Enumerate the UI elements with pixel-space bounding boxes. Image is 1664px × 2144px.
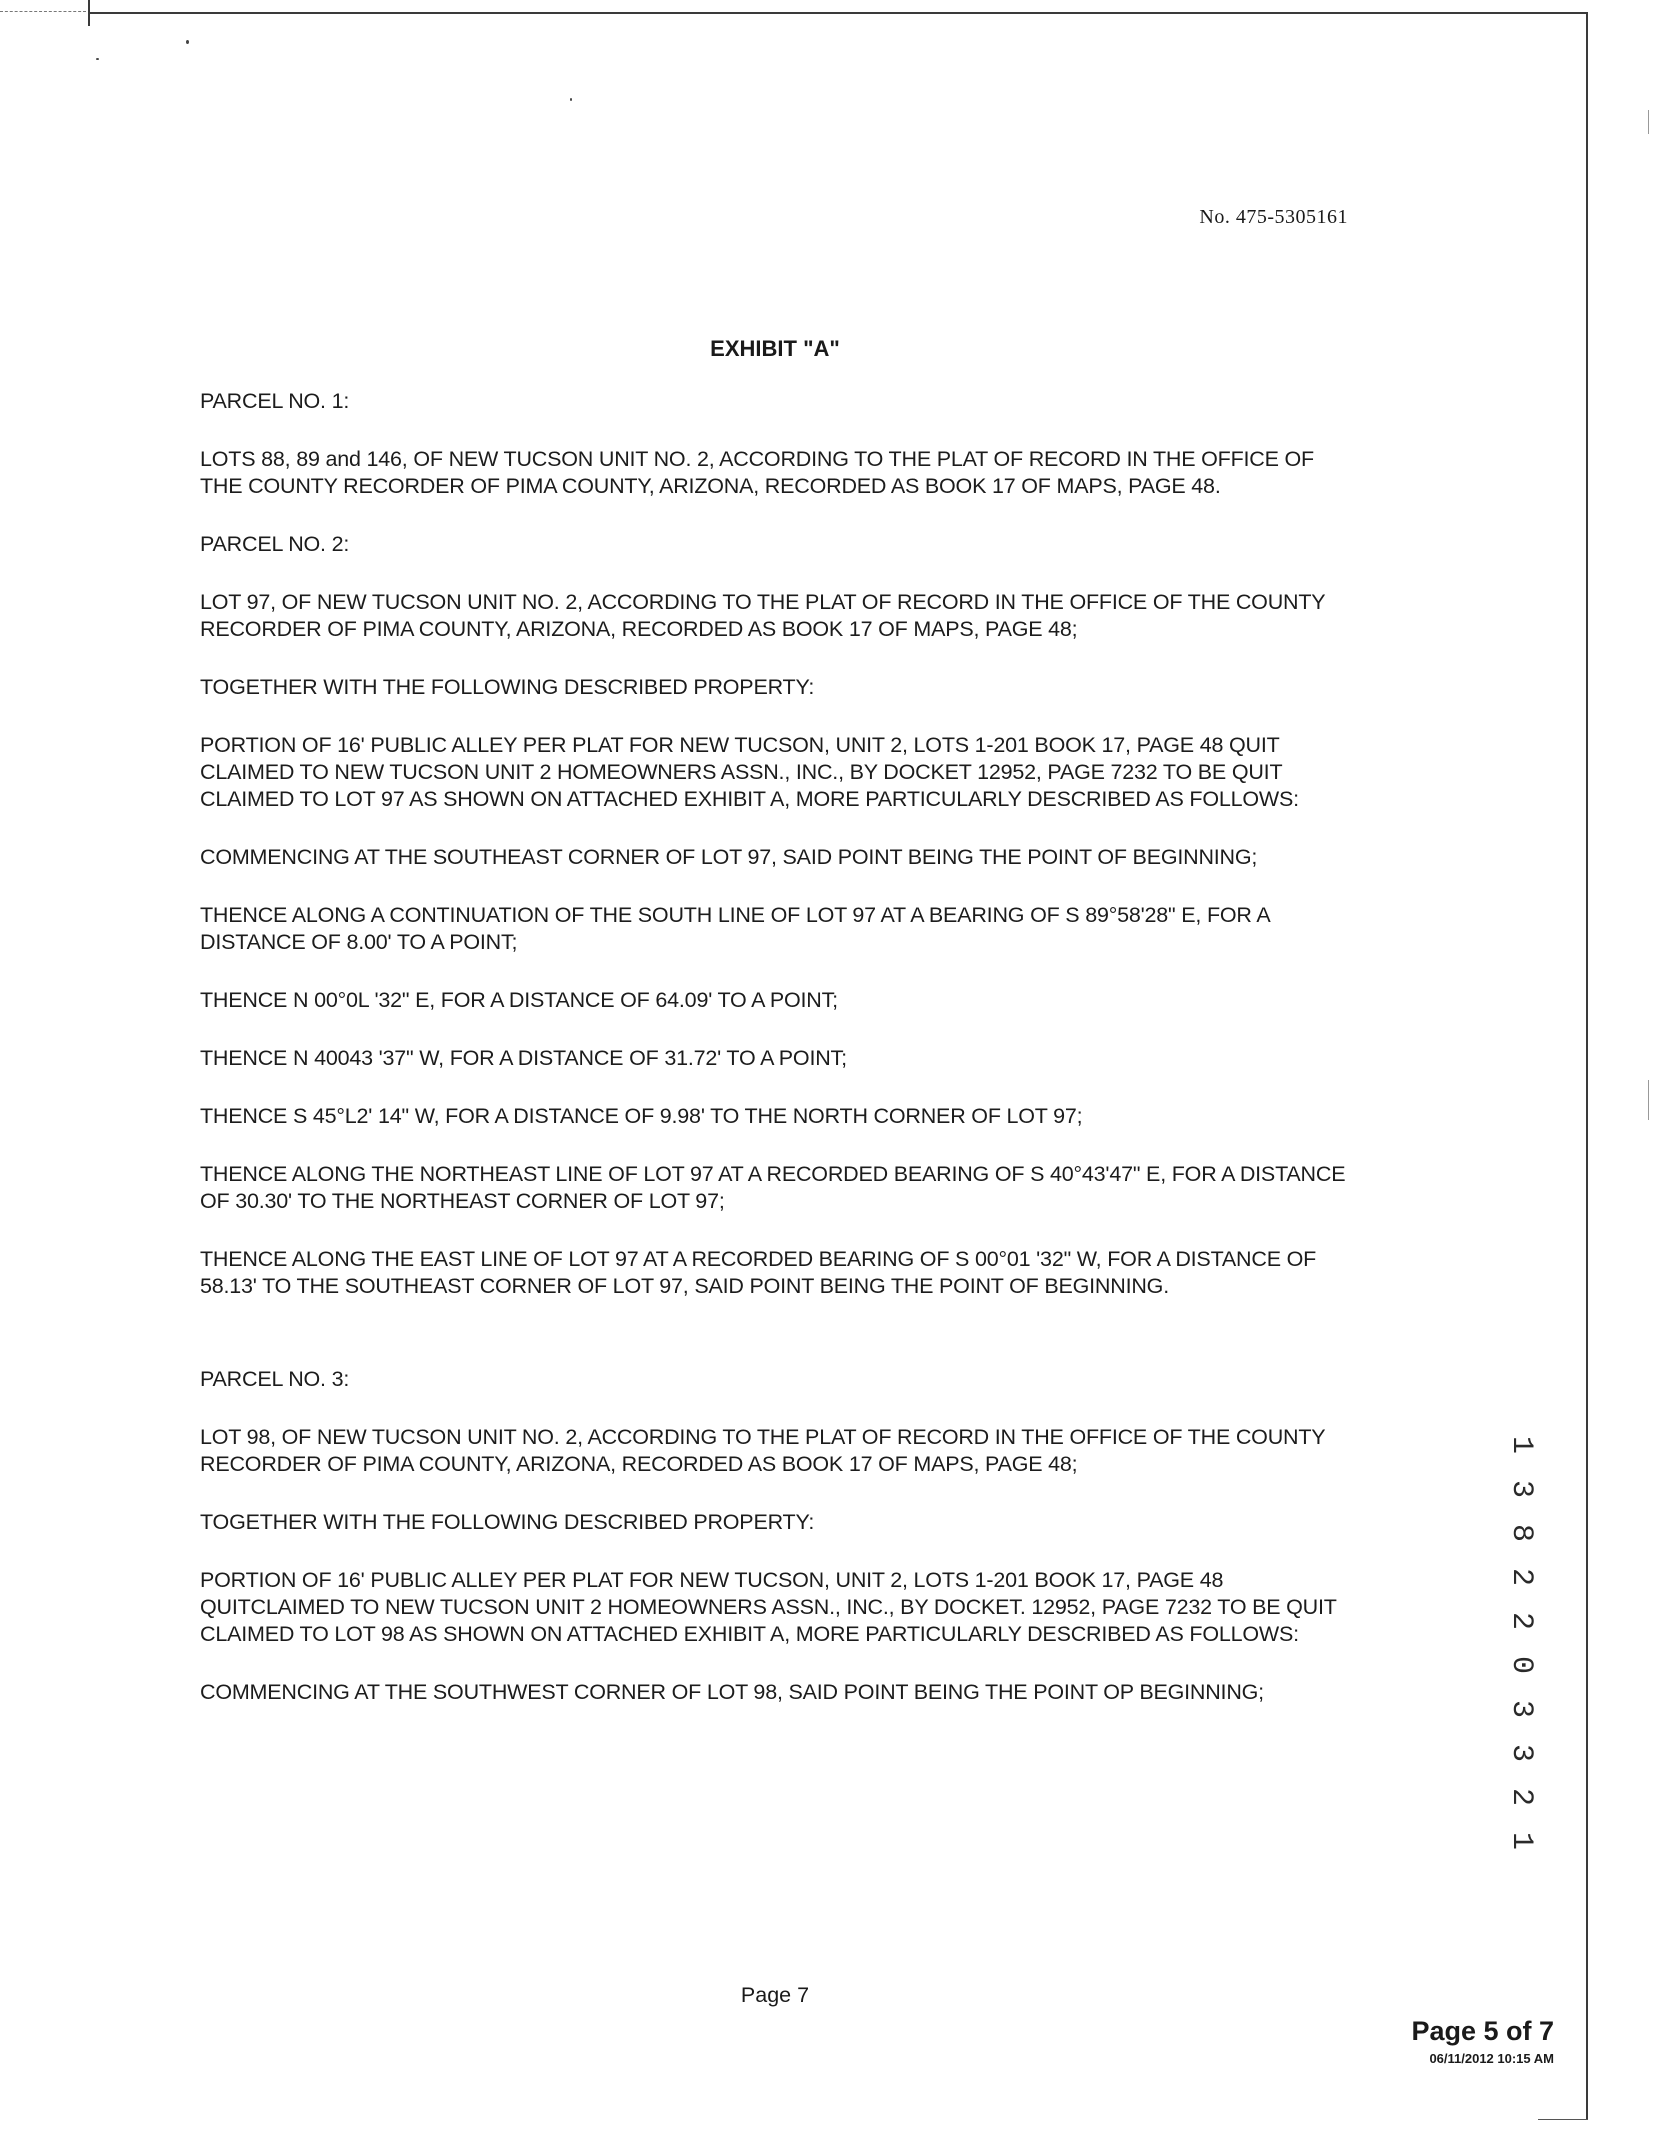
parcel-description: LOT 97, OF NEW TUCSON UNIT NO. 2, ACCORDING TO THE PLAT OF RECORD IN THE OFFICE OF THE COUNTY RECORDER OF PIMA COUNTY, ARIZONA, RECORDED AS BOOK 17 OF MAPS, PAGE 48; [200,590,1326,641]
thence-course: THENCE ALONG A CONTINUATION OF THE SOUTH LINE OF LOT 97 AT A BEARING OF S 89°58'28" E, FOR A DISTANCE OF 8.00' TO A POINT; [200,903,1270,954]
commencing-clause: COMMENCING AT THE SOUTHEAST CORNER OF LOT 97, SAID POINT BEING THE POINT OF BEGINNING; [200,845,1258,869]
scan-edge-mark [1648,110,1649,134]
document-number: No. 475-5305161 [1199,206,1348,228]
thence-course: THENCE S 45°L2' 14" W, FOR A DISTANCE OF 9.98' TO THE NORTH CORNER OF LOT 97; [200,1104,1083,1128]
page-stamp: Page 5 of 7 [1411,2016,1554,2046]
parcel-heading: PARCEL NO. 2: [200,532,350,556]
scan-speck [186,40,189,44]
recording-number-vertical [1504,1435,1538,1855]
scan-frame-bottom [1538,2119,1588,2120]
parcel-description: LOTS 88, 89 and 146, OF NEW TUCSON UNIT NO. 2, ACCORDING TO THE PLAT OF RECORD IN THE OFFICE OF THE COUNTY RECORDER OF PIMA COUNTY, ARIZONA, RECORDED AS BOOK 17 OF MAPS, PAGE 48. [200,447,1314,498]
page-number: Page 7 [740,1983,810,2007]
scan-edge-line [0,11,86,12]
commencing-clause: COMMENCING AT THE SOUTHWEST CORNER OF LOT 98, SAID POINT BEING THE POINT OP BEGINNING; [200,1680,1264,1704]
recording-number-text: 1 3 8 2 2 0 3 3 2 1 [1504,1435,1538,1855]
parcel-heading: PARCEL NO. 1: [200,389,350,413]
scan-speck [570,98,572,101]
exhibit-title: EXHIBIT "A" [710,336,840,361]
page-stamp-datetime: 06/11/2012 10:15 AM [1429,2051,1554,2066]
thence-course: THENCE N 40043 '37" W, FOR A DISTANCE OF 31.72' TO A POINT; [200,1046,847,1070]
scan-speck [96,58,99,60]
parcel-heading: PARCEL NO. 3: [200,1367,350,1391]
parcel-description: LOT 98, OF NEW TUCSON UNIT NO. 2, ACCORDING TO THE PLAT OF RECORD IN THE OFFICE OF THE COUNTY RECORDER OF PIMA COUNTY, ARIZONA, RECORDED AS BOOK 17 OF MAPS, PAGE 48; [200,1425,1326,1476]
scan-frame-right [1586,12,1588,2120]
scan-frame-top [88,12,1588,14]
together-with-clause: TOGETHER WITH THE FOLLOWING DESCRIBED PROPERTY: [200,1510,815,1534]
thence-course: THENCE ALONG THE NORTHEAST LINE OF LOT 97 AT A RECORDED BEARING OF S 40°43'47" E, FOR A DISTANCE OF 30.30' TO THE NORTHEAST CORNER OF LOT 97; [200,1162,1346,1213]
thence-course: THENCE ALONG THE EAST LINE OF LOT 97 AT A RECORDED BEARING OF S 00°01 '32" W, FOR A DISTANCE OF 58.13' TO THE SOUTHEAST CORNER OF LOT 97, SAID POINT BEING THE POINT OF BEGINNING. [200,1247,1317,1298]
together-with-clause: TOGETHER WITH THE FOLLOWING DESCRIBED PROPERTY: [200,675,815,699]
legal-description [200,388,1360,1737]
thence-course: THENCE N 00°0L '32" E, FOR A DISTANCE OF 64.09' TO A POINT; [200,988,838,1012]
alley-portion-description: PORTION OF 16' PUBLIC ALLEY PER PLAT FOR NEW TUCSON, UNIT 2, LOTS 1-201 BOOK 17, PAGE 48 QUITCLAIMED TO NEW TUCSON UNIT 2 HOMEOWNERS ASSN., INC., BY DOCKET. 12952, PAGE 7232 TO BE QUIT CLAIMED TO LOT 98 AS SHOWN ON ATTACHED EXHIBIT A, MORE PARTICULARLY DESCRIBED AS FOLLOWS: [200,1568,1337,1646]
alley-portion-description: PORTION OF 16' PUBLIC ALLEY PER PLAT FOR NEW TUCSON, UNIT 2, LOTS 1-201 BOOK 17, PAGE 48 QUIT CLAIMED TO NEW TUCSON UNIT 2 HOMEOWNERS ASSN., INC., BY DOCKET 12952, PAGE 7232 TO BE QUIT CLAIMED TO LOT 97 AS SHOWN ON ATTACHED EXHIBIT A, MORE PARTICULARLY DESCRIBED AS FOLLOWS: [200,733,1299,811]
scan-frame-left [88,0,90,26]
scan-edge-mark [1648,1080,1649,1120]
